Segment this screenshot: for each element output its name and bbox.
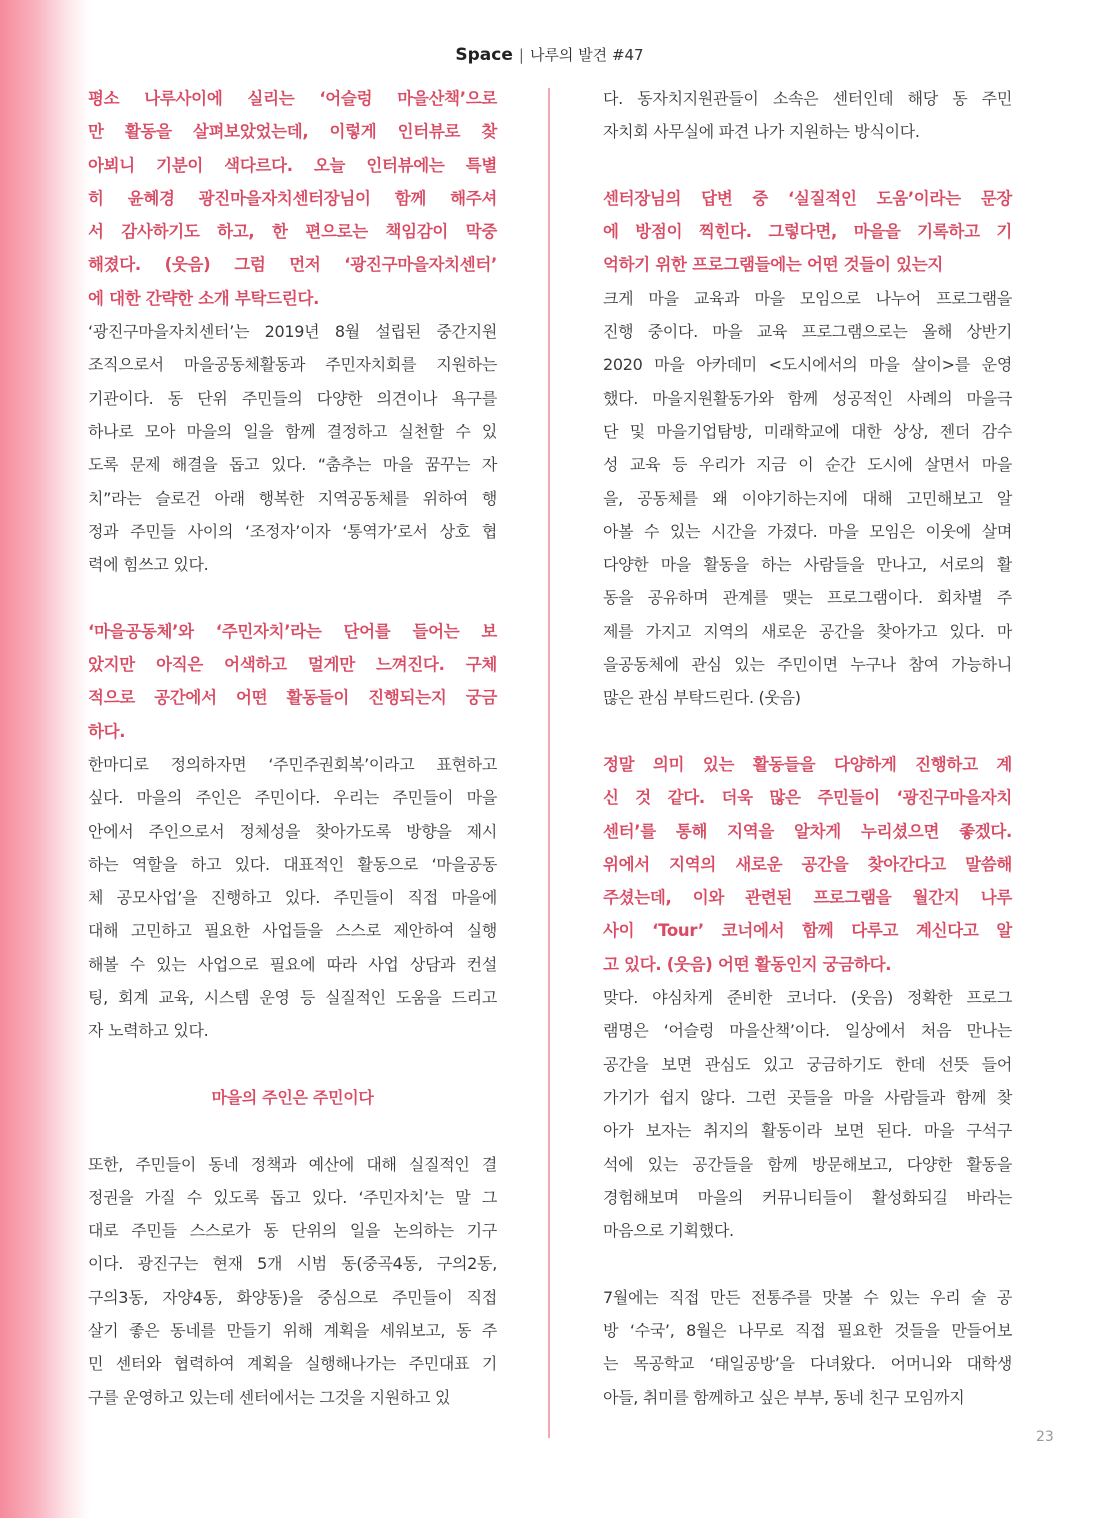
left-column: [88, 82, 497, 1414]
text-line: 적으로 공간에서 어떤 활동들이 진행되는지 궁금: [88, 688, 497, 708]
text-line: 해졌다. (웃음) 그럼 먼저 ‘광진구마을자치센터’: [88, 255, 497, 275]
text-line: 치”라는 슬로건 아래 행복한 지역공동체를 위하여 행: [88, 488, 497, 508]
text-line: 맞다. 야심차게 준비한 코너다. (웃음) 정확한 프로그: [603, 988, 1012, 1008]
text-line: 고 있다. (웃음) 어떤 활동인지 궁금하다.: [603, 954, 892, 974]
text-line: 많은 관심 부탁드린다. (웃음): [603, 688, 801, 708]
text-line: 한마디로 정의하자면 ‘주민주권회복’이라고 표현하고: [88, 754, 497, 774]
text-line: 싶다. 마을의 주인은 주민이다. 우리는 주민들이 마을: [88, 788, 497, 808]
running-header: [0, 44, 1099, 65]
text-line: [603, 1247, 1012, 1280]
interview-answer: [603, 981, 1012, 1247]
text-line: [603, 715, 1012, 748]
interview-answer: [603, 282, 1012, 715]
paragraph-spacer: [88, 1114, 497, 1147]
text-line: 아볼 수 있는 시간을 가졌다. 마을 모임은 이웃에 살며: [603, 521, 1012, 541]
interview-answer: [603, 1281, 1012, 1414]
text-line: 는 목공학교 ‘태일공방’을 다녀왔다. 어머니와 대학생: [603, 1354, 1012, 1374]
text-line: 기관이다. 동 단위 주민들의 다양한 의견이나 욕구를: [88, 388, 497, 408]
text-line: 석에 있는 공간들을 함께 방문해보고, 다양한 활동을: [603, 1154, 1012, 1174]
text-line: [88, 1114, 497, 1147]
text-line: 을, 공동체를 왜 이야기하는지에 대해 고민해보고 알: [603, 488, 1012, 508]
text-line: [603, 149, 1012, 182]
decorative-gradient-strip: [0, 0, 90, 1518]
text-line: 공간을 보면 관심도 있고 궁금하기도 한데 선뜻 들어: [603, 1054, 1012, 1074]
text-line: 했다. 마을지원활동가와 함께 성공적인 사례의 마을극: [603, 388, 1012, 408]
text-line: 팅, 회계 교육, 시스템 운영 등 실질적인 도움을 드리고: [88, 988, 497, 1008]
text-line: 체 공모사업’을 진행하고 있다. 주민들이 직접 마을에: [88, 888, 497, 908]
interview-answer: [88, 1148, 497, 1414]
text-line: 성 교육 등 우리가 지금 이 순간 도시에 살면서 마을: [603, 455, 1012, 475]
text-line: 대해 고민하고 필요한 사업들을 스스로 제안하여 실행: [88, 921, 497, 941]
series-title: 나루의 발견 #47: [529, 46, 644, 64]
text-line: 정권을 가질 수 있도록 돕고 있다. ‘주민자치’는 말 그: [88, 1187, 497, 1207]
interview-answer: [603, 82, 1012, 149]
paragraph-spacer: [603, 1247, 1012, 1280]
text-line: 살기 좋은 동네를 만들기 위해 계획을 세워보고, 동 주: [88, 1320, 497, 1340]
text-line: 크게 마을 교육과 마을 모임으로 나누어 프로그램을: [603, 288, 1012, 308]
text-line: 아뵈니 기분이 색다르다. 오늘 인터뷰에는 특별: [88, 155, 497, 175]
text-line: 정말 의미 있는 활동들을 다양하게 진행하고 계: [603, 754, 1012, 774]
interview-question: [88, 82, 497, 315]
text-line: 다. 동자치지원관들이 소속은 센터인데 해당 동 주민: [603, 89, 1012, 108]
text-line: 력에 힘쓰고 있다.: [88, 555, 209, 575]
page-number: 23: [1036, 1429, 1054, 1445]
text-line: [88, 1048, 497, 1081]
text-line: 제를 가지고 지역의 새로운 공간을 찾아가고 있다. 마: [603, 621, 1012, 641]
text-line: 자치회 사무실에 파견 나가 지원하는 방식이다.: [603, 122, 920, 142]
text-line: 사이 ‘Tour’ 코너에서 함께 다루고 계신다고 알: [603, 921, 1012, 941]
text-line: 자 노력하고 있다.: [88, 1021, 209, 1041]
text-line: [88, 581, 497, 614]
interview-answer: [88, 315, 497, 581]
text-line: 하는 역할을 하고 있다. 대표적인 활동으로 ‘마을공동: [88, 854, 497, 874]
text-line: 센터’를 통해 지역을 알차게 누리셨으면 좋겠다.: [603, 821, 1012, 841]
text-line: 아가 보자는 취지의 활동이라 보면 된다. 마을 구석구: [603, 1121, 1012, 1141]
text-line: 아들, 취미를 함께하고 싶은 부부, 동네 친구 모임까지: [603, 1387, 965, 1407]
text-line: 에 대한 간략한 소개 부탁드린다.: [88, 288, 320, 308]
text-line: 가기가 쉽지 않다. 그런 곳들을 마을 사람들과 함께 찾: [603, 1087, 1012, 1107]
text-line: 또한, 주민들이 동네 정책과 예산에 대해 실질적인 결: [88, 1154, 497, 1174]
text-line: 해볼 수 있는 사업으로 필요에 따라 사업 상담과 컨설: [88, 954, 497, 974]
text-line: 대로 주민들 스스로가 동 단위의 일을 논의하는 기구: [88, 1221, 497, 1241]
text-line: 을공동체에 관심 있는 주민이면 누구나 참여 가능하니: [603, 655, 1012, 675]
text-line: 하다.: [88, 721, 126, 741]
text-line: ‘마을공동체’와 ‘주민자치’라는 단어를 들어는 보: [88, 621, 497, 641]
text-line: 램명은 ‘어슬렁 마을산책’이다. 일상에서 처음 만나는: [603, 1021, 1012, 1041]
text-line: 정과 주민들 사이의 ‘조정자’이자 ‘통역가’로서 상호 협: [88, 521, 497, 541]
text-line: 민 센터와 협력하여 계획을 실행해나가는 주민대표 기: [88, 1354, 497, 1374]
text-line: 구의3동, 자양4동, 화양동)을 중심으로 주민들이 직접: [88, 1287, 497, 1307]
text-line: 방 ‘수국’, 8월은 나무로 직접 필요한 것들을 만들어보: [603, 1320, 1012, 1340]
text-line: 진행 중이다. 마을 교육 프로그램으로는 올해 상반기: [603, 322, 1012, 342]
text-line: 에 방점이 찍힌다. 그렇다면, 마을을 기록하고 기: [603, 222, 1012, 242]
text-line: 다양한 마을 활동을 하는 사람들을 만나고, 서로의 활: [603, 555, 1012, 575]
header-separator: |: [518, 46, 524, 64]
text-line: 억하기 위한 프로그램들에는 어떤 것들이 있는지: [603, 255, 944, 275]
section-label: Space: [455, 45, 513, 65]
paragraph-spacer: [603, 715, 1012, 748]
text-line: 서 감사하기도 하고, 한 편으로는 책임감이 막중: [88, 222, 497, 242]
text-line: 단 및 마을기업탐방, 미래학교에 대한 상상, 젠더 감수: [603, 421, 1012, 441]
interview-question: [603, 748, 1012, 981]
column-divider: [548, 88, 550, 1438]
text-line: 마을의 주인은 주민이다: [211, 1087, 374, 1107]
text-line: ‘광진구마을자치센터’는 2019년 8월 설립된 중간지원: [88, 322, 497, 342]
interview-question: [603, 182, 1012, 282]
text-line: 히 윤혜경 광진마을자치센터장님이 함께 해주셔: [88, 188, 497, 208]
text-line: 위에서 지역의 새로운 공간을 찾아간다고 말씀해: [603, 854, 1012, 874]
text-line: 조직으로서 마을공동체활동과 주민자치회를 지원하는: [88, 355, 497, 375]
text-line: 평소 나루사이에 실리는 ‘어슬렁 마을산책’으로: [88, 89, 497, 108]
text-line: 동을 공유하며 관계를 맺는 프로그램이다. 회차별 주: [603, 588, 1012, 608]
interview-answer: [88, 748, 497, 1048]
text-line: 았지만 아직은 어색하고 멀게만 느껴진다. 구체: [88, 655, 497, 675]
text-line: 하나로 모아 마을의 일을 함께 결정하고 실천할 수 있: [88, 421, 497, 441]
text-line: 센터장님의 답변 중 ‘실질적인 도움’이라는 문장: [603, 188, 1012, 208]
text-line: 이다. 광진구는 현재 5개 시범 동(중곡4동, 구의2동,: [88, 1254, 497, 1274]
paragraph-spacer: [88, 1048, 497, 1081]
text-line: 안에서 주인으로서 정체성을 찾아가도록 방향을 제시: [88, 821, 497, 841]
text-line: 만 활동을 살펴보았었는데, 이렇게 인터뷰로 찾: [88, 122, 497, 142]
text-line: 주셨는데, 이와 관련된 프로그램을 월간지 나루: [603, 888, 1012, 908]
text-line: 구를 운영하고 있는데 센터에서는 그것을 지원하고 있: [88, 1387, 451, 1407]
text-line: 2020 마을 아카데미 <도시에서의 마을 살이>를 운영: [603, 355, 1012, 375]
text-line: 마음으로 기획했다.: [603, 1221, 734, 1241]
text-line: 7월에는 직접 만든 전통주를 맛볼 수 있는 우리 술 공: [603, 1287, 1012, 1307]
section-heading: [88, 1081, 497, 1114]
right-column: [603, 82, 1012, 1414]
text-line: 도록 문제 해결을 돕고 있다. “춤추는 마을 꿈꾸는 자: [88, 455, 497, 475]
paragraph-spacer: [603, 149, 1012, 182]
text-line: 경험해보며 마을의 커뮤니티들이 활성화되길 바라는: [603, 1187, 1012, 1207]
interview-question: [88, 615, 497, 748]
paragraph-spacer: [88, 581, 497, 614]
text-line: 신 것 같다. 더욱 많은 주민들이 ‘광진구마을자치: [603, 788, 1012, 808]
